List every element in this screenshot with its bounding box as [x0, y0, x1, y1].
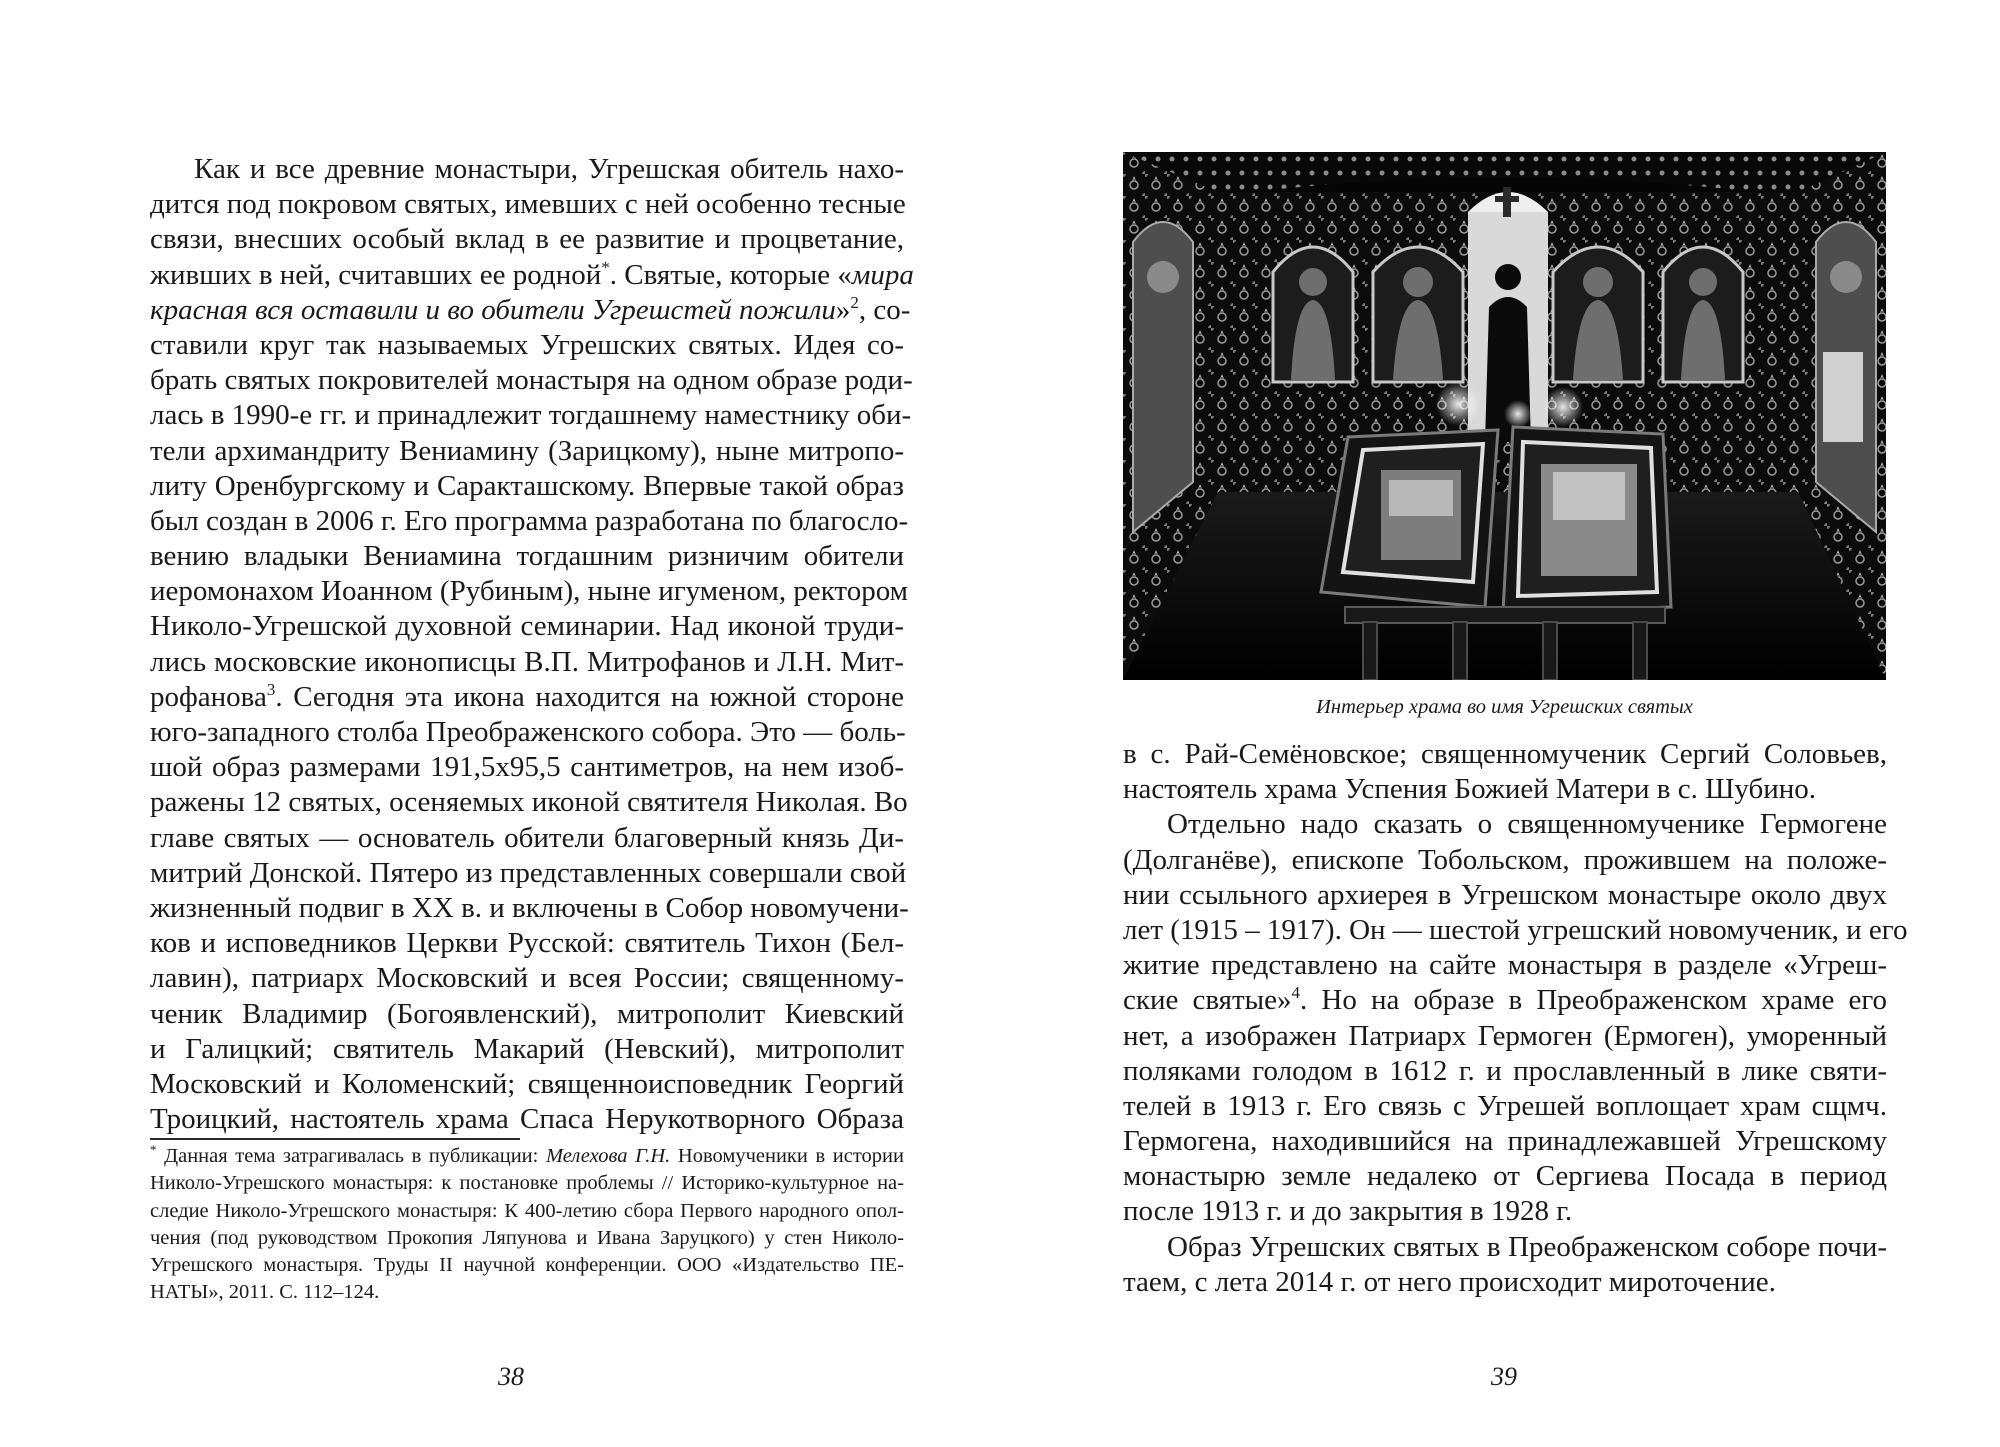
- text-line: и Галицкий; святитель Макарий (Невский), митрополит: [150, 1032, 904, 1065]
- text-line: настоятель храма Успения Божией Матери в с. Шубино.: [1123, 773, 1816, 806]
- footnote-line: чения (под руководством Прокопия Ляпунова и Ивана Заруцкого) у стен Николо-: [150, 1226, 904, 1249]
- text-line: брать святых покровителей монастыря на одном образе роди-: [150, 364, 913, 397]
- footnote-line: * Данная тема затрагивалась в публикации: Мелехова Г.Н. Новомученики в истории: [150, 1142, 904, 1167]
- text-line: (Долганёве), епископе Тобольском, прожившем на положе-: [1123, 843, 1887, 876]
- text-line: лись московские иконописцы В.П. Митрофанов и Л.Н. Мит-: [150, 645, 904, 678]
- text-line: Образ Угрешских святых в Преображенском соборе почи-: [1167, 1230, 1887, 1263]
- text-line: лавин), патриарх Московский и всея России; священному-: [150, 962, 904, 995]
- text-line: монастырю земле недалеко от Сергиева Посада в период: [1123, 1160, 1887, 1193]
- text-line: ставили круг так называемых Угрешских святых. Идея со-: [150, 328, 904, 361]
- footnote: [150, 1143, 904, 1307]
- text-line: в с. Рай-Семёновское; священномученик Сергий Соловьев,: [1123, 738, 1887, 770]
- footnote-marker: 4: [1291, 983, 1301, 1003]
- text-line: житие представлено на сайте монастыря в разделе «Угреш-: [1123, 949, 1887, 982]
- text-line: поляками голодом в 1612 г. и прославленный в лике святи-: [1123, 1054, 1887, 1087]
- text-line: нет, а изображен Патриарх Гермоген (Ермоген), уморенный: [1123, 1019, 1887, 1052]
- text-line: таем, с лета 2014 г. от него происходит мироточение.: [1123, 1265, 1776, 1298]
- text-line: ченик Владимир (Богоявленский), митрополит Киевский: [150, 997, 904, 1030]
- text-line: лет (1915 – 1917). Он — шестой угрешский новомученик, и его: [1123, 913, 1908, 946]
- text-line: главе святых — основатель обители благоверный князь Ди-: [150, 821, 904, 854]
- footnote-line: НАТЫ», 2011. С. 112–124.: [150, 1281, 380, 1304]
- church-interior-photo: [1123, 152, 1886, 680]
- church-interior-illustration: [1123, 152, 1886, 680]
- footnote-line: Угрешского монастыря. Труды II научной конференции. ООО «Издательство ПЕ-: [150, 1254, 904, 1277]
- text-line: ские святые»$^4$. Но на образе в Преображенском храме его: [1123, 983, 1887, 1017]
- text-line: дится под покровом святых, имевших с ней особенно тесные: [150, 188, 906, 221]
- footnote-line: следие Николо-Угрешского монастыря: К 400-летию сбора Первого народного опол-: [150, 1199, 904, 1222]
- text-line: Московский и Коломенский; священноисповедник Георгий: [150, 1067, 904, 1100]
- text-line: Гермогена, находившийся на принадлежавшей Угрешскому: [1123, 1125, 1887, 1158]
- text-line: после 1913 г. и до закрытия в 1928 г.: [1123, 1195, 1573, 1228]
- footnote-divider: [150, 1138, 520, 1140]
- text-line: телей в 1913 г. Его связь с Угрешей воплощает храм сщмч.: [1123, 1089, 1887, 1122]
- text-line: шой образ размерами 191,5х95,5 сантиметров, на нем изоб-: [150, 751, 904, 784]
- text-line: красная вся оставили и во обители Угрешстей пожили»$^2$, со-: [150, 292, 911, 326]
- text-line: иеромонахом Иоанном (Рубиным), ныне игуменом, ректором: [150, 575, 909, 608]
- right-page: [1000, 0, 2000, 1447]
- right-page-body-text: [1123, 737, 1908, 1300]
- text-line: вению владыки Вениамина тогдашним ризничим обители: [150, 540, 904, 573]
- footnote-line: Николо-Угрешского монастыря: к постановке проблемы // Историко-культурное на-: [150, 1172, 904, 1195]
- photo-caption: Интерьер храма во имя Угрешских святых: [1316, 696, 1693, 718]
- text-line: юго-западного столба Преображенского собора. Это — боль-: [150, 716, 906, 748]
- footnote-marker: 2: [850, 292, 859, 312]
- text-line: жизненный подвиг в XX в. и включены в Собор новомучени-: [150, 891, 909, 924]
- footnote-marker: *: [601, 257, 610, 277]
- left-page-body-text: [150, 152, 914, 1137]
- text-line: Троицкий, настоятель храма Спаса Нерукотворного Образа: [150, 1103, 904, 1136]
- text-line: Николо-Угрешской духовной семинарии. Над иконой труди-: [150, 610, 904, 643]
- text-line: рофанова$^3$. Сегодня эта икона находится на южной стороне: [150, 679, 904, 713]
- text-line: живших в ней, считавших ее родной*. Святые, которые «мира: [150, 257, 914, 291]
- text-line: был создан в 2006 г. Его программа разработана по благосло-: [150, 504, 909, 537]
- text-line: связи, внесших особый вклад в ее развитие и процветание,: [150, 223, 904, 256]
- text-line: лась в 1990-е гг. и принадлежит тогдашнему наместнику оби-: [150, 399, 912, 432]
- text-line: ков и исповедников Церкви Русской: святитель Тихон (Бел-: [150, 927, 904, 960]
- text-line: литу Оренбургскому и Саракташскому. Впервые такой образ: [150, 469, 904, 502]
- text-line: Отдельно надо сказать о священномученике Гермогене: [1167, 808, 1887, 841]
- text-line: нии ссыльного архиерея в Угрешском монастыре около двух: [1123, 878, 1887, 911]
- text-line: ражены 12 святых, осеняемых иконой святителя Николая. Во: [150, 786, 908, 819]
- footnote-marker: 3: [266, 679, 276, 699]
- page-number: 39: [1491, 1362, 1517, 1391]
- page-number: 38: [498, 1362, 524, 1391]
- text-line: тели архимандриту Вениамину (Зарицкому), ныне митропо-: [150, 434, 904, 467]
- text-line: Как и все древние монастыри, Угрешская обитель нахо-: [194, 153, 904, 185]
- text-line: митрий Донской. Пятеро из представленных совершали свой: [150, 856, 907, 889]
